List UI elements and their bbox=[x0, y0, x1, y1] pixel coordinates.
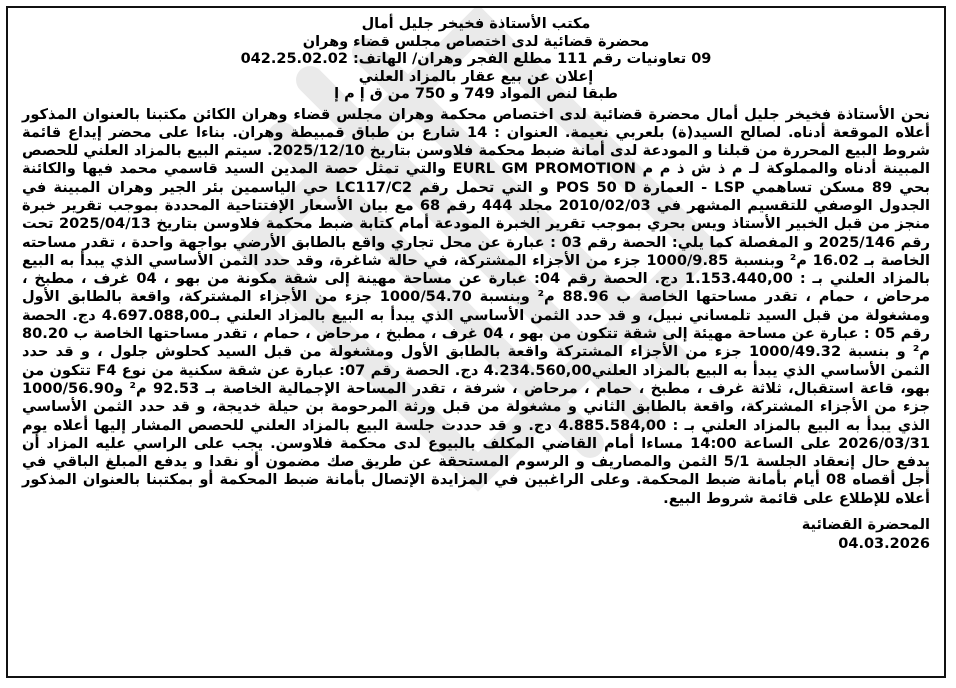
signature-block bbox=[22, 516, 930, 554]
notice-frame bbox=[6, 6, 946, 678]
notice-content bbox=[22, 16, 930, 554]
notice-body: نحن الأستاذة فخيخر جليل أمال محضرة قضائية لدى اختصاص محكمة وهران مجلس قضاء وهران الكائن مكتبنا بالعنوان المذكور أعلاه الموقعة أدناه. لصالح السيد(ة) بلعربي نعيمة. العنوان : 14 شارع بن طباق قمبيطة وهران. بناءا على محضر إيداع قائمة شروط البيع المحررة من قبلنا و المودعة لدى أمانة ضبط محكمة فلاوسن بتاريخ 2025/12/10. سيتم البيع بالمزاد العلني للحصص المبينة أدناه والمملوكة لـ م ذ ش ذ م م EURL GM PROMOTION والتي تمثل حصة المدين السيد قاسمي محمد فيها والكائنة بحي 89 مسكن تساهمي LSP - العمارة POS 50 D و التي تحمل رقم LC117/C2 حي الياسمين بئر الجير وهران المبينة في الجدول الوصفي للتقسيم المشهر في 2010/02/03 مجلد 444 رقم 68 مع بيان الأسعار الإفتتاحية المحددة بموجب تقرير خبرة منجز من قبل الخبير الأستاذ ويس بحري بموجب تقرير الخبرة المودعة أمام كتابة ضبط محكمة فلاوسن بتاريخ 2025/04/13 تحت رقم 2025/146 و المفصلة كما يلي: الحصة رقم 03 : عبارة عن محل تجاري واقع بالطابق الأرضي بواجهة واحدة ، تقدر مساحته الخاصة بـ 16.02 م² وبنسبة 1000/9.85 جزء من الأجزاء المشتركة، في حالة شاغرة، وقد حدد الثمن الأساسي الذي يبدأ به البيع بالمزاد العلني بـ : 1.153.440,00 دج. الحصة رقم 04: عبارة عن مساحة مهينة إلى شقة مكونة من بهو ، 04 غرف ، مطبخ ، مرحاض ، حمام ، تقدر مساحتها الخاصة ب 88.96 م² وبنسبة 1000/54.70 جزء من الأجزاء المشتركة، واقعة بالطابق الأول ومشغولة من قبل السيد تلمساني نبيل، و قد حدد الثمن الأساسي الذي يبدأ به البيع بالمزاد العلني بـ4.697.088,00 دج. الحصة رقم 05 : عبارة عن مساحة مهيئة إلى شقة تتكون من بهو ، 04 غرف ، مطبخ ، مرحاض ، حمام ، تقدر مساحتها الخاصة ب 80.20 م² و بنسبة 1000/49.32 جزء من الأجزاء المشتركة واقعة بالطابق الأول ومشغولة من قبل السيد كحلوش جلول ، و قد حدد الثمن الأساسي الذي يبدأ به البيع بالمزاد العلني4.234.560,00 دج. الحصة رقم 07: عبارة عن شقة سكنية من نوع F4 تتكون من بهو، قاعة استقبال، ثلاثة غرف ، مطبخ ، حمام ، مرحاض ، شرفة ، تقدر المساحة الإجمالية الخاصة بـ 92.53 م² و1000/56.90 جزء من الأجزاء المشتركة، واقعة بالطابق الثاني و مشغولة من قبل ورثة المرحومة بن حيلة خديجة، و قد حدد الثمن الأساسي الذي يبدأ به البيع بالمزاد العلني بـ : 4.885.584,00 دج. و قد حددت جلسة البيع بالمزاد العلني للحصص المشار إليها أعلاه يوم 2026/03/31 على الساعة 14:00 مساءا أمام القاضي المكلف بالبيوع لدى محكمة فلاوسن. يجب على الراسي عليه المزاد أن يدفع حال إنعقاد الجلسة 5/1 الثمن والمصاريف و الرسوم المستحقة عن طريق صك مضمون أو نقدا و يدفع المبلغ الباقي في أجل أقصاه 08 أيام بأمانة ضبط المحكمة. وعلى الراغبين في المزايدة الإتصال بأمانة ضبط المحكمة أو بمكتبنا بالعنوان المذكور أعلاه للإطلاع على قائمة شروط البيع. bbox=[22, 105, 931, 507]
office-name: مكتب الأستاذة فخيخر جليل أمال bbox=[361, 16, 591, 32]
office-role: محضرة قضائية لدى اختصاص مجلس قضاء وهران bbox=[302, 33, 650, 50]
office-address: 09 تعاونيات رقم 111 مطلع الفجر وهران/ الهاتف: 042.25.02.02 bbox=[240, 51, 712, 67]
signature-date: 04.03.2026 bbox=[838, 536, 930, 553]
legal-reference: طبقا لنص المواد 749 و 750 من ق إ م إ bbox=[334, 86, 618, 102]
signature-title: المحضرة القضائية bbox=[801, 517, 930, 534]
notice-title: إعلان عن بيع عقار بالمزاد العلني bbox=[358, 68, 594, 85]
